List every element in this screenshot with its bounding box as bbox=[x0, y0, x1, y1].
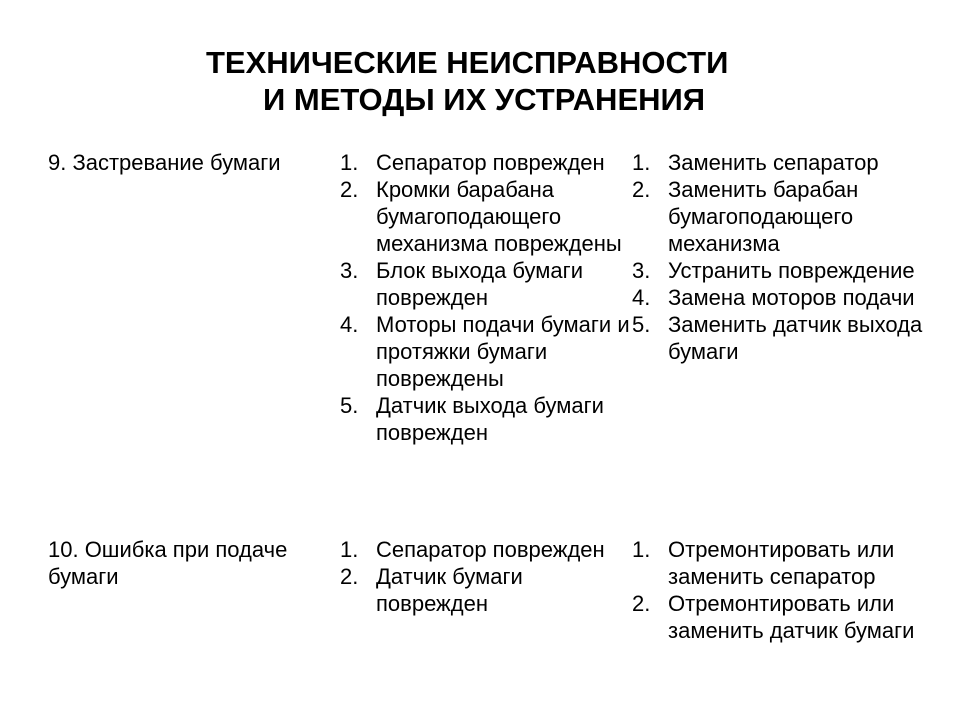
item-text: Замена моторов подачи bbox=[668, 285, 915, 310]
fix-item bbox=[632, 257, 932, 284]
item-text: Датчик выхода бумаги поврежден bbox=[376, 393, 604, 445]
cause-item bbox=[340, 257, 630, 311]
item-number: 5. bbox=[632, 312, 651, 337]
item-number: 3. bbox=[340, 258, 359, 283]
fault-name: 9. Застревание бумаги bbox=[48, 150, 281, 175]
page-title bbox=[0, 44, 960, 118]
fix-item bbox=[632, 536, 932, 590]
item-text: Заменить барабан бумагоподающего механизма bbox=[668, 177, 859, 256]
fix-item bbox=[632, 176, 932, 257]
item-number: 3. bbox=[632, 258, 651, 283]
fixes-list bbox=[632, 149, 932, 365]
cause-item bbox=[340, 311, 630, 392]
item-number: 1. bbox=[632, 537, 651, 562]
cause-item bbox=[340, 176, 630, 257]
cause-item bbox=[340, 149, 630, 176]
item-number: 2. bbox=[632, 177, 651, 202]
item-number: 2. bbox=[340, 564, 359, 589]
item-text: Блок выхода бумаги поврежден bbox=[376, 258, 583, 310]
fix-item bbox=[632, 284, 932, 311]
fixes-list bbox=[632, 536, 932, 644]
item-text: Заменить датчик выхода бумаги bbox=[668, 312, 923, 364]
fault-name: 10. Ошибка при подаче бумаги bbox=[48, 537, 288, 589]
cause-item bbox=[340, 536, 630, 563]
item-text: Заменить сепаратор bbox=[668, 150, 879, 175]
item-number: 1. bbox=[340, 537, 359, 562]
item-number: 2. bbox=[632, 591, 651, 616]
item-number: 4. bbox=[340, 312, 359, 337]
title-line-1: ТЕХНИЧЕСКИЕ НЕИСПРАВНОСТИ bbox=[206, 45, 729, 80]
item-text: Датчик бумаги поврежден bbox=[376, 564, 523, 616]
item-text: Отремонтировать или заменить датчик бумаги bbox=[668, 591, 915, 643]
item-number: 1. bbox=[632, 150, 651, 175]
item-number: 1. bbox=[340, 150, 359, 175]
title-line-2: И МЕТОДЫ ИХ УСТРАНЕНИЯ bbox=[263, 82, 706, 117]
cause-item bbox=[340, 563, 630, 617]
causes-list bbox=[340, 149, 630, 446]
item-text: Сепаратор поврежден bbox=[376, 537, 605, 562]
fix-item bbox=[632, 149, 932, 176]
cause-item bbox=[340, 392, 630, 446]
causes-list bbox=[340, 536, 630, 617]
item-text: Сепаратор поврежден bbox=[376, 150, 605, 175]
fix-item bbox=[632, 590, 932, 644]
item-number: 4. bbox=[632, 285, 651, 310]
item-text: Устранить повреждение bbox=[668, 258, 915, 283]
item-number: 2. bbox=[340, 177, 359, 202]
fix-item bbox=[632, 311, 932, 365]
item-text: Отремонтировать или заменить сепаратор bbox=[668, 537, 895, 589]
item-text: Моторы подачи бумаги и протяжки бумаги повреждены bbox=[376, 312, 630, 391]
item-text: Кромки барабана бумагоподающего механизма повреждены bbox=[376, 177, 622, 256]
item-number: 5. bbox=[340, 393, 359, 418]
